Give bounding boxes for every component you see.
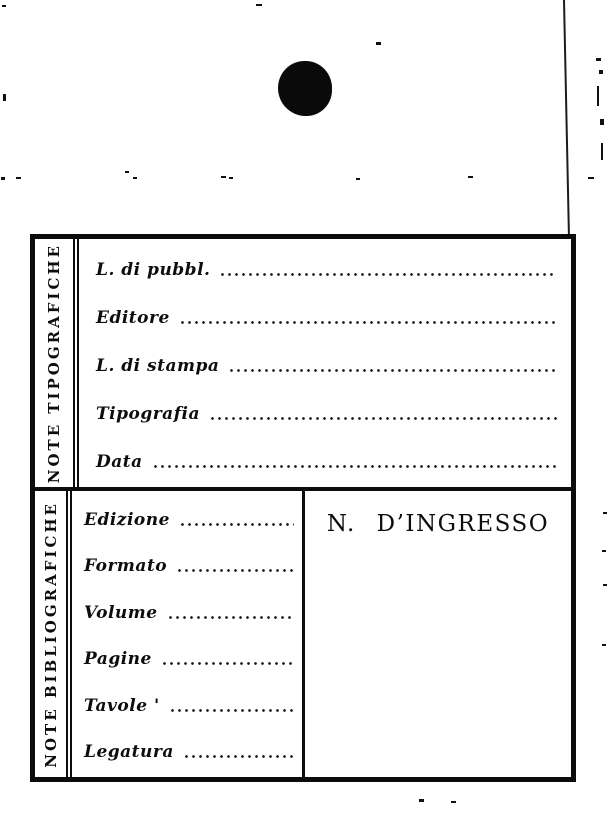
dotted-fill-line bbox=[179, 523, 294, 526]
ingresso-number-heading: N. D’INGRESSO bbox=[326, 511, 550, 537]
speck bbox=[600, 119, 604, 125]
field-row-formato bbox=[84, 540, 294, 587]
speck bbox=[376, 42, 381, 45]
field-label: Editore bbox=[96, 308, 170, 328]
section-title-tipografiche: NOTE TIPOGRAFICHE bbox=[45, 242, 63, 484]
dotted-fill-line bbox=[176, 569, 294, 572]
field-label: Tipografia bbox=[96, 404, 200, 424]
speck bbox=[468, 176, 473, 178]
field-label: Formato bbox=[84, 556, 168, 576]
field-row-editore bbox=[96, 291, 557, 339]
dotted-fill-line bbox=[152, 465, 557, 468]
field-row-legatura bbox=[84, 726, 294, 773]
speck bbox=[603, 584, 607, 586]
section-note-tipografiche bbox=[35, 239, 571, 491]
field-row-l-di-stampa bbox=[96, 339, 557, 387]
speck bbox=[133, 177, 137, 179]
speck bbox=[602, 644, 606, 646]
speck bbox=[601, 143, 603, 160]
speck bbox=[419, 799, 424, 802]
field-label: Edizione bbox=[84, 509, 170, 530]
field-label: Tavole ' bbox=[84, 695, 160, 716]
dotted-fill-line bbox=[179, 321, 557, 324]
speck bbox=[221, 176, 226, 178]
field-label: L. di stampa bbox=[96, 356, 220, 376]
speck bbox=[596, 58, 601, 61]
speck bbox=[1, 177, 5, 180]
speck bbox=[603, 512, 607, 514]
field-row-tipografia bbox=[96, 387, 557, 435]
field-row-pagine bbox=[84, 633, 294, 680]
field-row-tavole bbox=[84, 679, 294, 726]
speck bbox=[256, 4, 262, 6]
field-row-volume bbox=[84, 586, 294, 633]
dotted-fill-line bbox=[183, 755, 294, 758]
field-label: Pagine bbox=[84, 649, 152, 669]
speck bbox=[356, 178, 360, 180]
speck bbox=[599, 70, 603, 74]
field-label: Data bbox=[96, 452, 143, 472]
field-label: L. di pubbl. bbox=[96, 260, 211, 280]
dotted-fill-line bbox=[219, 273, 557, 276]
bibliografiche-fields bbox=[72, 491, 305, 777]
dotted-fill-line bbox=[169, 709, 294, 712]
speck bbox=[3, 94, 6, 101]
ingresso-cell bbox=[305, 491, 571, 777]
field-row-edizione bbox=[84, 493, 294, 540]
speck bbox=[16, 177, 21, 179]
ink-blot bbox=[278, 61, 332, 116]
section-note-bibliografiche bbox=[35, 491, 571, 777]
field-label: Legatura bbox=[84, 742, 174, 762]
dotted-fill-line bbox=[161, 662, 294, 665]
field-label: Volume bbox=[84, 602, 158, 623]
speck bbox=[451, 801, 456, 803]
catalog-card-form bbox=[30, 234, 576, 782]
dotted-fill-line bbox=[167, 616, 294, 619]
speck bbox=[229, 177, 233, 179]
speck bbox=[125, 171, 129, 173]
speck bbox=[597, 86, 599, 106]
section-label-column bbox=[35, 491, 72, 777]
speck bbox=[602, 550, 606, 552]
speck bbox=[2, 5, 6, 7]
dotted-fill-line bbox=[228, 369, 557, 372]
speck bbox=[588, 177, 594, 179]
page-crease-line bbox=[563, 0, 570, 238]
section-label-column bbox=[35, 239, 79, 487]
tipografiche-fields bbox=[79, 239, 571, 487]
field-row-l-di-pubbl bbox=[96, 243, 557, 291]
dotted-fill-line bbox=[209, 417, 557, 420]
field-row-data bbox=[96, 435, 557, 483]
section-title-bibliografiche: NOTE BIBLIOGRAFICHE bbox=[41, 500, 60, 768]
